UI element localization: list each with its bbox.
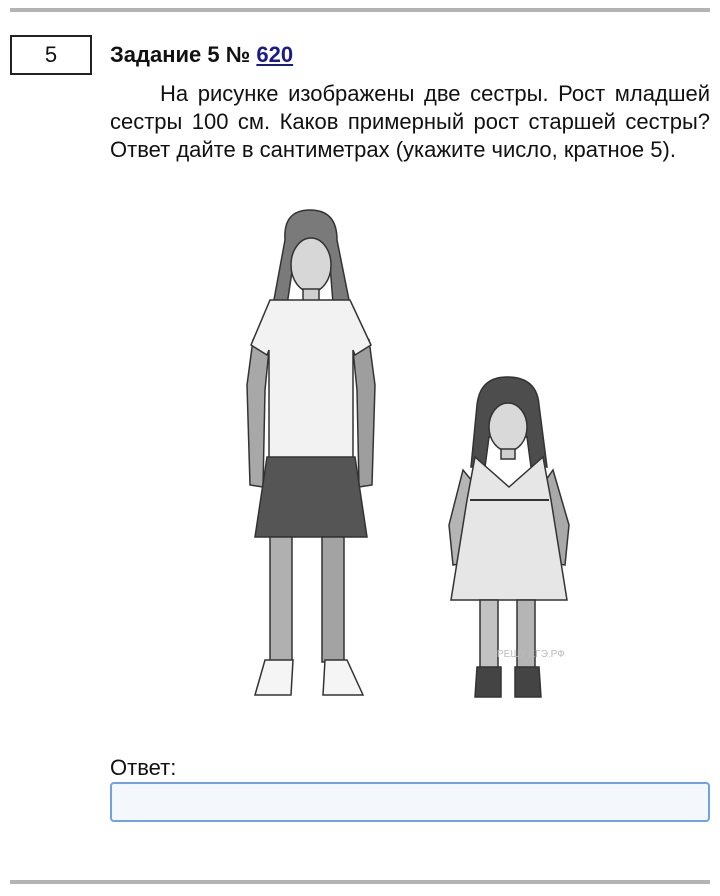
problem-text: На рисунке изображены две сестры. Рост младшей сестры 100 см. Каков примерный рост старшей сестры? Ответ дайте в сантиметрах (укажите число, кратное 5). <box>110 81 710 162</box>
watermark-text: РЕШУ ЕГЭ.РФ <box>497 649 565 660</box>
task-title <box>110 42 293 68</box>
bottom-divider <box>10 880 710 884</box>
answer-input[interactable] <box>110 782 710 822</box>
task-number-box <box>10 35 92 75</box>
top-divider <box>10 8 710 12</box>
task-number: 5 <box>44 42 58 67</box>
task-title-prefix: Задание 5 № <box>110 42 257 67</box>
answer-label: Ответ: <box>110 755 177 780</box>
task-id-link[interactable]: 620 <box>256 42 294 67</box>
sisters-illustration <box>225 205 595 710</box>
older-sister-figure <box>247 210 375 695</box>
